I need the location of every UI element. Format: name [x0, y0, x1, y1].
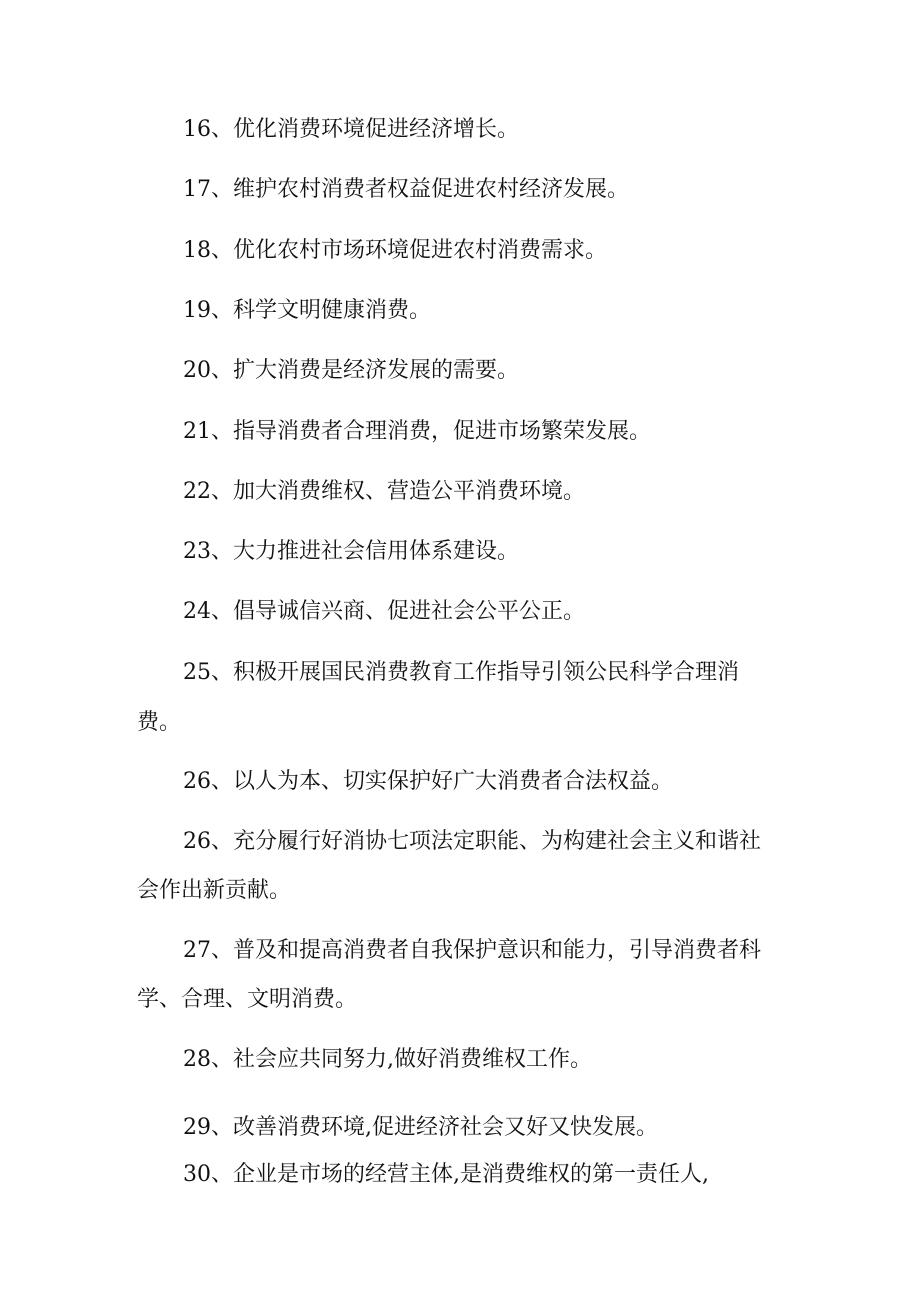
text-line-21: 21、指导消费者合理消费，促进市场繁荣发展。 — [183, 419, 651, 444]
text-line-26b: 26、充分履行好消协七项法定职能、为构建社会主义和谐社 — [183, 829, 761, 854]
text-line-29: 29、改善消费环境,促进经济社会又好又快发展。 — [183, 1115, 658, 1140]
text-line-16: 16、优化消费环境促进经济增长。 — [183, 117, 519, 142]
text-line-27: 27、普及和提高消费者自我保护意识和能力，引导消费者科 — [183, 938, 761, 963]
text-line-17: 17、维护农村消费者权益促进农村经济发展。 — [183, 177, 629, 202]
text-line-24: 24、倡导诚信兴商、促进社会公平公正。 — [183, 599, 585, 624]
text-line-28: 28、社会应共同努力,做好消费维权工作。 — [183, 1047, 592, 1072]
text-line-26a: 26、以人为本、切实保护好广大消费者合法权益。 — [183, 769, 673, 794]
text-line-30: 30、企业是市场的经营主体,是消费维权的第一责任人, — [183, 1162, 709, 1187]
text-line-23: 23、大力推进社会信用体系建设。 — [183, 539, 519, 564]
text-line-27-continued: 学、合理、文明消费。 — [137, 987, 358, 1012]
text-line-22: 22、加大消费维权、营造公平消费环境。 — [183, 479, 585, 504]
text-line-20: 20、扩大消费是经济发展的需要。 — [183, 358, 519, 383]
text-line-25: 25、积极开展国民消费教育工作指导引领公民科学合理消 — [183, 660, 739, 685]
text-line-19: 19、科学文明健康消费。 — [183, 298, 431, 323]
text-line-18: 18、优化农村市场环境促进农村消费需求。 — [183, 238, 607, 263]
text-line-26b-continued: 会作出新贡献。 — [137, 878, 292, 903]
text-line-25-continued: 费。 — [137, 710, 182, 735]
